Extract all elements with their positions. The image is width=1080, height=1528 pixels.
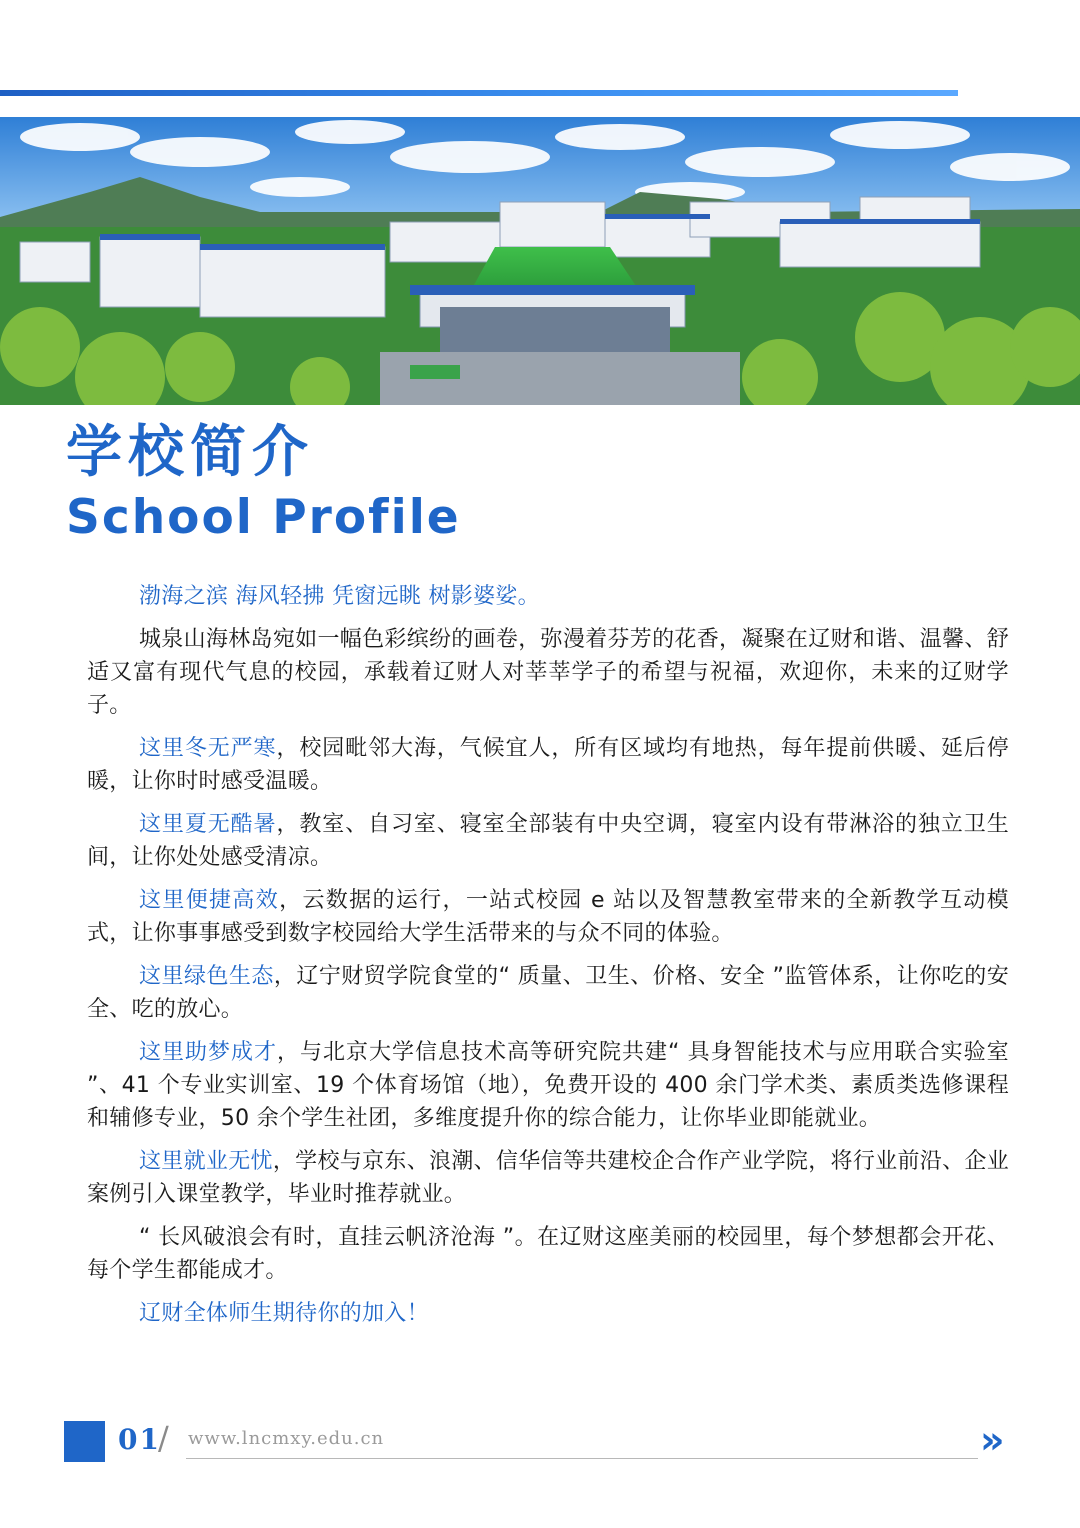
paragraph-lead: 这里便捷高效 <box>139 888 280 913</box>
paragraph-text: ，云数据的运行，一站式校园 e 站以及智慧教室带来的全新教学互动模式，让你事事感受到数字校园给大学生活带来的与众不同的体验。 <box>87 888 1009 946</box>
paragraph-intro <box>87 580 1009 613</box>
page-number: 01 <box>118 1423 161 1456</box>
paragraph-text: 城泉山海林岛宛如一幅色彩缤纷的画卷，弥漫着芬芳的花香，凝聚在辽财和谐、温馨、舒适又富有现代气息的校园，承载着辽财人对莘莘学子的希望与祝福，欢迎你，未来的辽财学子。 <box>87 627 1009 718</box>
page-title-chinese: 学校简介 <box>66 420 314 485</box>
paragraph-efficient <box>87 884 1009 950</box>
paragraph-lead: 这里就业无忧 <box>139 1149 273 1174</box>
footer-slash: / <box>158 1419 169 1457</box>
paragraph-employment <box>87 1145 1009 1211</box>
paragraph-closing <box>87 1297 1009 1330</box>
profile-body <box>87 580 1009 1340</box>
paragraph-text: ，教室、自习室、寝室全部装有中央空调，寝室内设有带淋浴的独立卫生间，让你处处感受清凉。 <box>87 812 1009 870</box>
footer-url-link[interactable]: www.lncmxy.edu.cn <box>188 1428 385 1449</box>
paragraph-lead: 这里夏无酷暑 <box>139 812 277 837</box>
paragraph-lead: 这里助梦成才 <box>139 1040 277 1065</box>
page-title-english: School Profile <box>66 490 461 545</box>
paragraph-text: “ 长风破浪会有时，直挂云帆济沧海 ”。在辽财这座美丽的校园里，每个梦想都会开花、每个学生都能成才。 <box>87 1225 1009 1283</box>
paragraph-quote <box>87 1221 1009 1287</box>
paragraph-lead: 渤海之滨 海风轻拂 凭窗远眺 树影婆娑。 <box>139 584 540 609</box>
next-page-arrow-icon[interactable]: » <box>980 1418 1005 1462</box>
footer-square-icon <box>64 1421 105 1462</box>
paragraph-text: ，学校与京东、浪潮、信华信等共建校企合作产业学院，将行业前沿、企业案例引入课堂教学，毕业时推荐就业。 <box>87 1149 1009 1207</box>
paragraph-lead: 这里冬无严寒 <box>139 736 277 761</box>
top-accent-rule <box>0 90 958 96</box>
footer-divider <box>186 1458 978 1459</box>
paragraph-green <box>87 960 1009 1026</box>
paragraph-winter <box>87 732 1009 798</box>
paragraph-lead: 这里绿色生态 <box>139 964 274 989</box>
campus-panorama-image <box>0 117 1080 405</box>
paragraph-campus <box>87 623 1009 722</box>
paragraph-summer <box>87 808 1009 874</box>
paragraph-lead: 辽财全体师生期待你的加入！ <box>139 1301 429 1326</box>
paragraph-dream <box>87 1036 1009 1135</box>
paragraph-text: ，辽宁财贸学院食堂的“ 质量、卫生、价格、安全 ”监管体系，让你吃的安全、吃的放心。 <box>87 964 1009 1022</box>
paragraph-text: ，校园毗邻大海，气候宜人，所有区域均有地热，每年提前供暖、延后停暖，让你时时感受温暖。 <box>87 736 1009 794</box>
paragraph-text: ，与北京大学信息技术高等研究院共建“ 具身智能技术与应用联合实验室 ”、41 个专业实训室、19 个体育场馆（地），免费开设的 400 余门学术类、素质类选修课程和辅修专业，50 余个学生社团，多维度提升你的综合能力，让你毕业即能就业。 <box>87 1040 1009 1131</box>
